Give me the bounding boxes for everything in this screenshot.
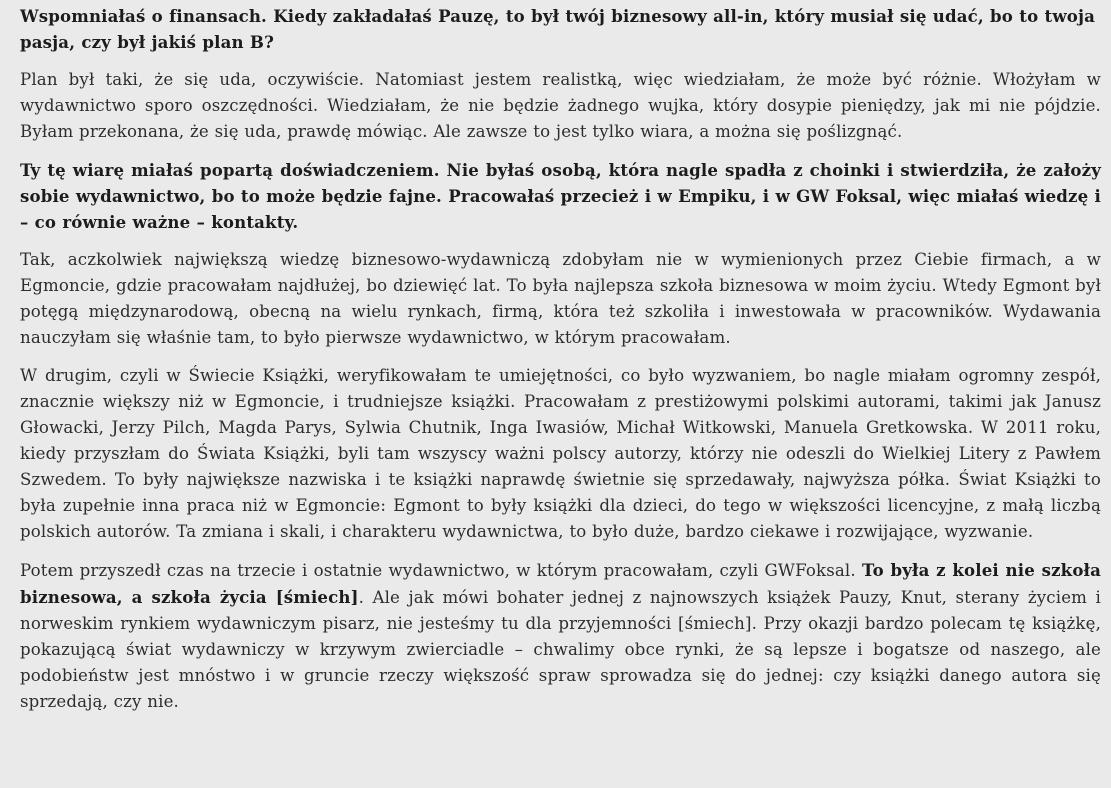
interview-answer: W drugim, czyli w Świecie Książki, weryfikowałam te umiejętności, co było wyzwaniem, bo nagle miałam ogromny zespół, znacznie większy niż w Egmoncie, i trudniejsze książki. Pracowałam z prestiżowymi polskimi autorami, takimi jak Janusz Głowacki, Jerzy Pilch, Magda Parys, Sylwia Chutnik, Inga Iwasiów, Michał Witkowski, Manuela Gretkowska. W 2011 roku, kiedy przyszłam do Świata Książki, byli tam wszyscy ważni polscy autorzy, którzy nie odeszli do Wielkiej Litery z Pawłem Szwedem. To były największe nazwiska i te książki naprawdę świetnie się sprzedawały, najwyższa półka. Świat Książki to była zupełnie inna praca niż w Egmoncie: Egmont to były książki dla dzieci, do tego w większości licencyjne, z małą liczbą polskich autorów. Ta zmiana i skali, i charakteru wydawnictwa, to było duże, bardzo ciekawe i rozwijające, wyzwanie. <box>20 366 1101 541</box>
interview-answer <box>20 557 1101 715</box>
answer-text: Potem przyszedł czas na trzecie i ostatnie wydawnictwo, w którym pracowałam, czyli GWFoksal. <box>20 561 862 580</box>
answer-text: . Ale jak mówi bohater jednej z najnowszych książek Pauzy, Knut, sterany życiem i norweskim rynkiem wydawniczym pisarz, nie jesteśmy tu dla przyjemności [śmiech]. Przy okazji bardzo polecam tę książkę, pokazującą świat wydawniczy w krzywym zwierciadle – chwalimy obce rynki, że są lepsze i bogatsze od naszego, ale podobieństw jest mnóstwo i w gruncie rzeczy większość spraw sprowadza się do jednej: czy książki danego autora się sprzedają, czy nie. <box>20 588 1101 711</box>
interview-answer: Tak, aczkolwiek największą wiedzę biznesowo-wydawniczą zdobyłam nie w wymienionych przez Ciebie firmach, a w Egmoncie, gdzie pracowałam najdłużej, bo dziewięć lat. To była najlepsza szkoła biznesowa w moim życiu. Wtedy Egmont był potęgą międzynarodową, obecną na wielu rynkach, firmą, która też szkoliła i inwestowała w pracowników. Wydawania nauczyłam się właśnie tam, to było pierwsze wydawnictwo, w którym pracowałam. <box>20 250 1101 347</box>
interview-question: Ty tę wiarę miałaś popartą doświadczeniem. Nie byłaś osobą, która nagle spadła z choinki i stwierdziła, że założy sobie wydawnictwo, bo to może będzie fajne. Pracowałaś przecież i w Empiku, i w GW Foksal, więc miałaś wiedzę i – co równie ważne – kontakty. <box>20 160 1101 232</box>
interview-answer: Plan był taki, że się uda, oczywiście. Natomiast jestem realistką, więc wiedziałam, że może być różnie. Włożyłam w wydawnictwo sporo oszczędności. Wiedziałam, że nie będzie żadnego wujka, który dosypie pieniędzy, jak mi nie pójdzie. Byłam przekonana, że się uda, prawdę mówiąc. Ale zawsze to jest tylko wiara, a można się poślizgnąć. <box>20 70 1101 141</box>
interview-question: Wspomniałaś o finansach. Kiedy zakładałaś Pauzę, to był twój biznesowy all-in, który musiał się udać, bo to twoja pasja, czy był jakiś plan B? <box>20 6 1096 52</box>
answer-highlight: To była z kolei nie szkoła biznesowa, a szkoła życia [śmiech] <box>20 560 1101 607</box>
